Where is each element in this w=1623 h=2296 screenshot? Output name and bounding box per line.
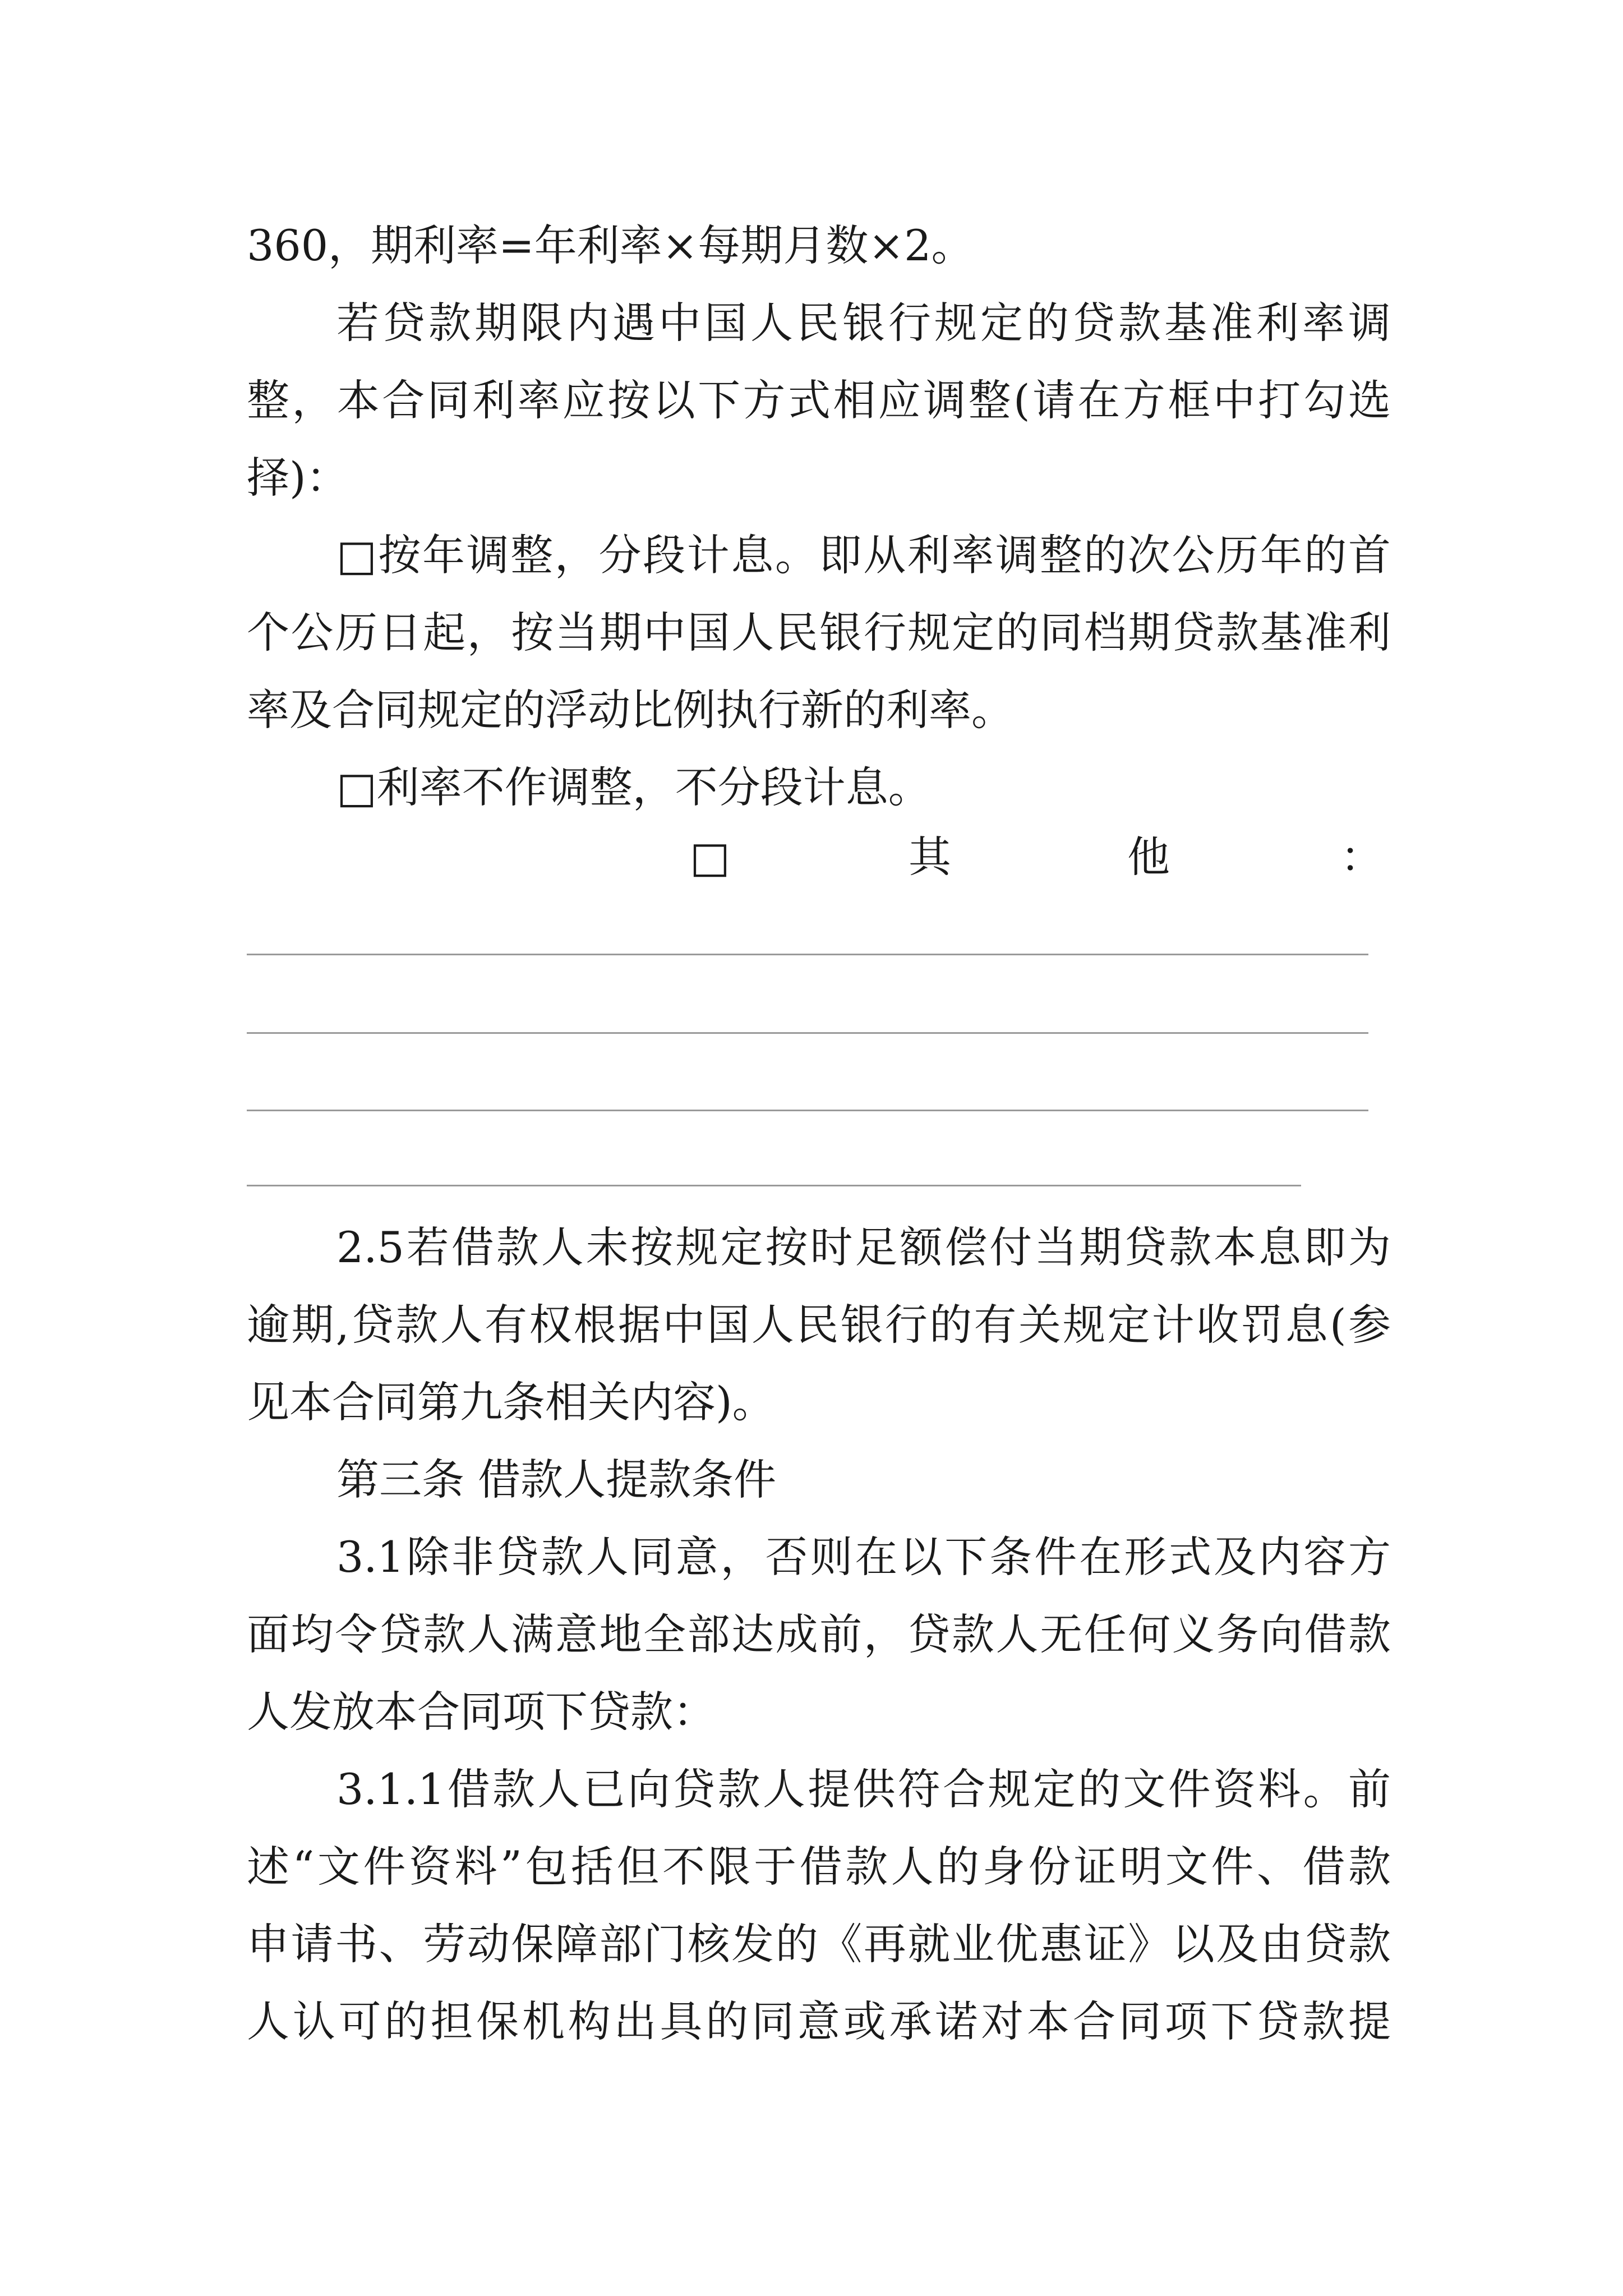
other-char-1: 其 xyxy=(909,832,951,882)
blank-fill-line xyxy=(247,954,1368,955)
clause-2-5: 2.5若借款人未按规定按时足额偿付当期贷款本息即为 xyxy=(336,1222,1391,1272)
text-line: 360，期利率=年利率×每期月数×2。 xyxy=(247,220,974,270)
text-line: 面均令贷款人满意地全部达成前，贷款人无任何义务向借款 xyxy=(247,1609,1391,1659)
blank-fill-line xyxy=(247,1032,1368,1034)
text-line: 择)： xyxy=(247,453,349,503)
article-3-heading: 第三条 借款人提款条件 xyxy=(336,1455,777,1504)
text-line: 人发放本合同项下贷款： xyxy=(247,1687,716,1737)
other-colon: ： xyxy=(1340,832,1383,882)
text-line: 述“文件资料”包括但不限于借款人的身份证明文件、借款 xyxy=(247,1842,1391,1892)
clause-3-1: 3.1除非贷款人同意，否则在以下条件在形式及内容方 xyxy=(336,1532,1391,1582)
text-line: 逾期,贷款人有权根据中国人民银行的有关规定计收罚息(参 xyxy=(247,1300,1391,1350)
clause-3-1-1: 3.1.1借款人已向贷款人提供符合规定的文件资料。前 xyxy=(336,1764,1391,1814)
text-line: 个公历日起，按当期中国人民银行规定的同档期贷款基准利 xyxy=(247,608,1391,657)
text-line: 若贷款期限内遇中国人民银行规定的贷款基准利率调 xyxy=(336,298,1391,348)
other-char-2: 他 xyxy=(1127,832,1170,882)
text-line: 见本合同第九条相关内容)。 xyxy=(247,1377,775,1427)
text-line: 申请书、劳动保障部门核发的《再就业优惠证》以及由贷款 xyxy=(247,1919,1391,1969)
checkbox-icon: □ xyxy=(690,832,730,882)
blank-fill-line xyxy=(247,1110,1368,1111)
text-line: 人认可的担保机构出具的同意或承诺对本合同项下贷款提 xyxy=(247,1996,1391,2046)
blank-fill-line xyxy=(247,1185,1301,1186)
text-line: 率及合同规定的浮动比例执行新的利率。 xyxy=(247,685,1014,735)
checkbox-option-no-adjust: □利率不作调整，不分段计息。 xyxy=(336,762,931,812)
checkbox-option-annual-adjust: □按年调整，分段计息。即从利率调整的次公历年的首 xyxy=(336,530,1391,580)
text-line: 整，本合同利率应按以下方式相应调整(请在方框中打勾选 xyxy=(247,375,1391,425)
